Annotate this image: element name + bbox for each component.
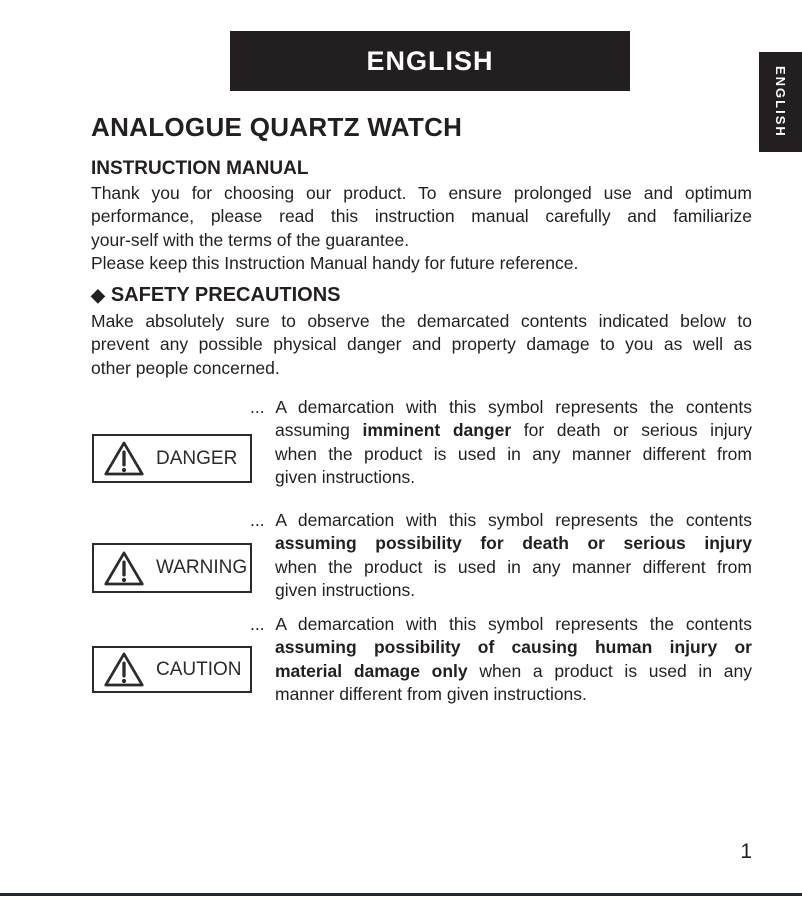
text-span: ... A demarcation with this symbol represents the contents [250, 614, 752, 634]
text-line [91, 357, 752, 380]
text-line [250, 396, 752, 419]
diamond-icon: ◆ [91, 285, 105, 305]
text-span: when the product is used in any manner different from [275, 556, 752, 577]
text-span: other people concerned. [91, 357, 280, 378]
caution-box [92, 646, 252, 693]
text-span: assuming [275, 420, 363, 441]
text-line [91, 205, 752, 228]
intro-paragraph [91, 182, 752, 276]
text-span: when the product is used in any manner different from [275, 443, 752, 464]
text-line [275, 636, 752, 659]
text-span: performance, please read this instruction manual carefully and familiarize [91, 206, 752, 227]
bold-text: assuming possibility for death or serious injury [275, 533, 752, 554]
text-line [250, 613, 752, 636]
text-line [91, 229, 752, 252]
text-span: your-self with the terms of the guarantee. [91, 229, 410, 250]
warning-paragraph [250, 509, 752, 602]
caution-paragraph [250, 613, 752, 706]
danger-paragraph [250, 396, 752, 489]
warning-triangle-icon [103, 651, 145, 688]
warning-label: WARNING [156, 557, 248, 578]
bold-text: assuming possibility of causing human injury or [275, 637, 752, 658]
text-line [275, 579, 752, 602]
caution-label: CAUTION [156, 658, 242, 680]
text-span: ... A demarcation with this symbol represents the contents [250, 397, 752, 417]
text-line [91, 310, 752, 333]
warning-triangle-icon [103, 550, 145, 587]
instruction-manual-heading: INSTRUCTION MANUAL [91, 158, 309, 179]
danger-label: DANGER [156, 447, 238, 469]
text-span: manner different from given instructions. [275, 683, 587, 704]
text-line [275, 683, 752, 706]
text-line [250, 509, 752, 532]
language-side-tab [759, 52, 802, 152]
bold-text: material damage only [275, 660, 468, 681]
page-number: 1 [740, 840, 752, 863]
side-tab-label: ENGLISH [773, 66, 788, 138]
text-span: for death or serious injury [511, 420, 752, 441]
text-span: Make absolutely sure to observe the demarcated contents indicated below to [91, 311, 752, 331]
text-line [275, 466, 752, 489]
text-span: when a product is used in any [467, 660, 752, 681]
text-line [275, 660, 752, 683]
warning-triangle-icon [103, 440, 145, 477]
text-span: Please keep this Instruction Manual handy for future reference. [91, 253, 579, 274]
safety-heading-label: SAFETY PRECAUTIONS [110, 284, 341, 306]
text-line [275, 419, 752, 442]
bold-text: imminent danger [362, 420, 512, 441]
safety-paragraph [91, 310, 752, 380]
text-span: given instructions. [275, 579, 416, 600]
page-title: ANALOGUE QUARTZ WATCH [91, 112, 463, 142]
text-span: prevent any possible physical danger and property damage to you as well as [91, 334, 752, 355]
text-line [91, 333, 752, 356]
text-line [275, 532, 752, 555]
text-span: Thank you for choosing our product. To ensure prolonged use and optimum [91, 183, 752, 203]
text-line [91, 252, 752, 275]
language-banner-label: ENGLISH [366, 45, 494, 76]
text-span: ... A demarcation with this symbol represents the contents [250, 510, 752, 530]
safety-precautions-heading [91, 284, 341, 307]
text-line [275, 443, 752, 466]
danger-box [92, 434, 252, 483]
text-line [275, 556, 752, 579]
text-span: given instructions. [275, 466, 416, 487]
text-line [91, 182, 752, 205]
bottom-rule [0, 893, 802, 896]
warning-box [92, 543, 252, 593]
language-banner [230, 31, 630, 91]
